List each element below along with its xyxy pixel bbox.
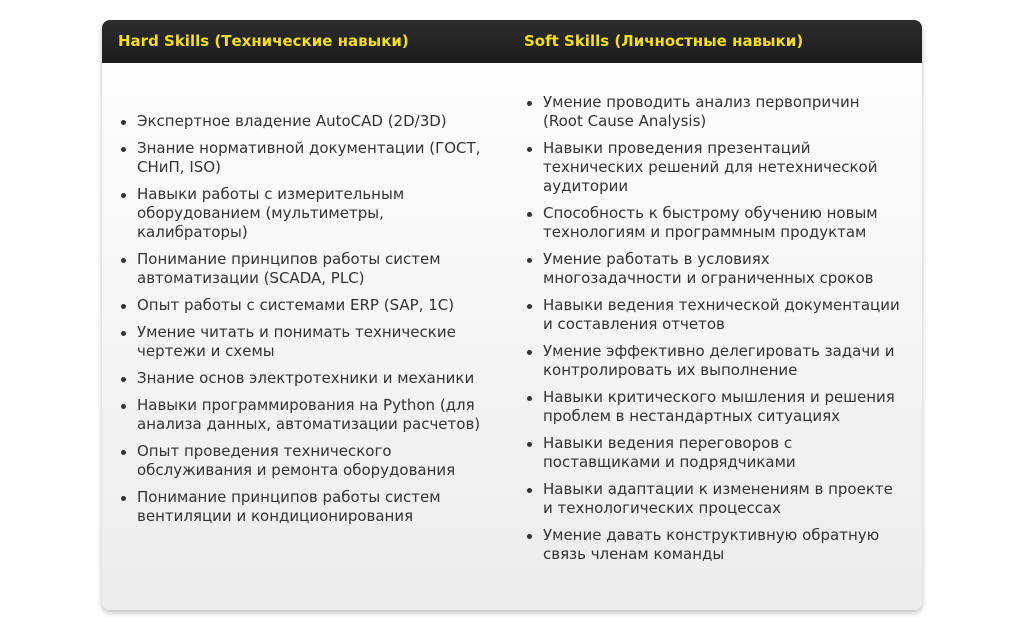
list-item [524, 342, 904, 380]
skills-table [102, 20, 922, 610]
list-item [524, 93, 904, 131]
hard-skills-header: Hard Skills (Технические навыки) [118, 32, 409, 50]
bullet-icon [527, 442, 532, 447]
list-item-text: Умение работать в условиях многозадачности и ограниченных сроков [543, 250, 874, 287]
list-item-text: Навыки программирования на Python (для анализа данных, автоматизации расчетов) [137, 396, 481, 433]
bullet-icon [527, 350, 532, 355]
list-item [524, 526, 904, 564]
list-item-text: Понимание принципов работы систем автоматизации (SCADA, PLC) [137, 250, 441, 287]
bullet-icon [527, 212, 532, 217]
list-item-text: Навыки ведения переговоров с поставщиками и подрядчиками [543, 434, 796, 471]
bullet-icon [527, 258, 532, 263]
list-item [524, 434, 904, 472]
list-item [524, 388, 904, 426]
bullet-icon [527, 147, 532, 152]
bullet-icon [121, 450, 126, 455]
list-item [118, 185, 488, 242]
list-item [118, 369, 488, 388]
bullet-icon [527, 488, 532, 493]
bullet-icon [527, 534, 532, 539]
hard-skills-list [118, 112, 488, 534]
list-item [118, 442, 488, 480]
list-item-text: Способность к быстрому обучению новым технологиям и программным продуктам [543, 204, 878, 241]
list-item-text: Навыки проведения презентаций технических решений для нетехнической аудитории [543, 139, 878, 195]
list-item-text: Навыки критического мышления и решения проблем в нестандартных ситуациях [543, 388, 895, 425]
list-item-text: Умение эффективно делегировать задачи и контролировать их выполнение [543, 342, 895, 379]
list-item-text: Умение читать и понимать технические чертежи и схемы [137, 323, 456, 360]
bullet-icon [527, 396, 532, 401]
bullet-icon [121, 496, 126, 501]
list-item-text: Навыки адаптации к изменениям в проекте и технологических процессах [543, 480, 893, 517]
list-item [118, 139, 488, 177]
list-item-text: Знание нормативной документации (ГОСТ, СНиП, ISO) [137, 139, 481, 176]
bullet-icon [121, 258, 126, 263]
list-item [118, 396, 488, 434]
bullet-icon [121, 404, 126, 409]
soft-skills-header: Soft Skills (Личностные навыки) [524, 32, 804, 50]
list-item-text: Навыки ведения технической документации и составления отчетов [543, 296, 900, 333]
list-item [524, 480, 904, 518]
bullet-icon [121, 193, 126, 198]
list-item-text: Экспертное владение AutoCAD (2D/3D) [137, 112, 447, 130]
list-item [524, 296, 904, 334]
bullet-icon [121, 120, 126, 125]
list-item-text: Понимание принципов работы систем вентиляции и кондиционирования [137, 488, 441, 525]
list-item [118, 323, 488, 361]
bullet-icon [121, 304, 126, 309]
bullet-icon [121, 147, 126, 152]
list-item-text: Навыки работы с измерительным оборудованием (мультиметры, калибраторы) [137, 185, 405, 241]
list-item-text: Умение давать конструктивную обратную связь членам команды [543, 526, 880, 563]
list-item [118, 488, 488, 526]
list-item-text: Умение проводить анализ первопричин (Root Cause Analysis) [543, 93, 860, 130]
list-item [118, 296, 488, 315]
list-item [524, 204, 904, 242]
bullet-icon [121, 377, 126, 382]
soft-skills-list [524, 93, 904, 572]
bullet-icon [121, 331, 126, 336]
list-item [524, 250, 904, 288]
list-item [524, 139, 904, 196]
list-item-text: Опыт работы с системами ERP (SAP, 1C) [137, 296, 455, 314]
bullet-icon [527, 101, 532, 106]
list-item [118, 250, 488, 288]
list-item-text: Опыт проведения технического обслуживания и ремонта оборудования [137, 442, 456, 479]
list-item [118, 112, 488, 131]
list-item-text: Знание основ электротехники и механики [137, 369, 475, 387]
bullet-icon [527, 304, 532, 309]
table-header [102, 20, 922, 63]
